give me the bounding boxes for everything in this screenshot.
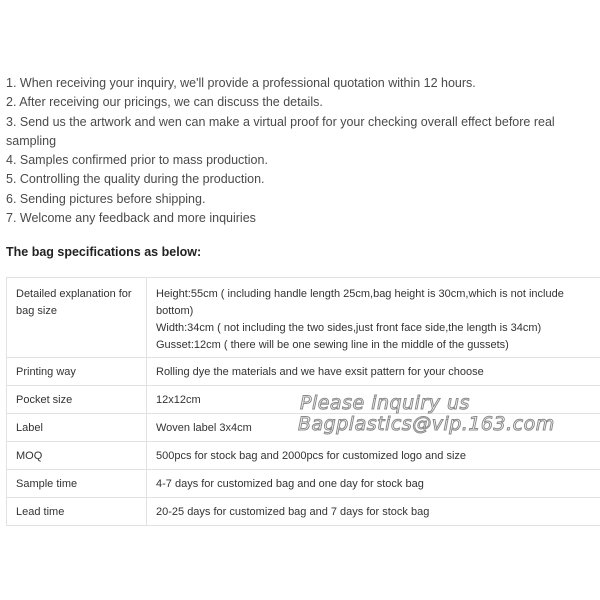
spec-value: 12x12cm [147,386,600,414]
spec-value: 20-25 days for customized bag and 7 days for stock bag [147,498,600,526]
size-line: Gusset:12cm ( there will be one sewing line in the middle of the gussets) [156,339,509,351]
size-line: Height:55cm ( including handle length 25cm,bag height is 30cm,which is not include bottom) [156,288,564,317]
spec-label: Detailed explanation for bag size [7,278,147,358]
step-item: 5. Controlling the quality during the production. [6,172,265,187]
spec-value: 4-7 days for customized bag and one day for stock bag [147,470,600,498]
table-row [7,358,600,386]
spec-value: 500pcs for stock bag and 2000pcs for customized logo and size [147,442,600,470]
spec-value: Rolling dye the materials and we have exsit pattern for your choose [147,358,600,386]
watermark-email: Bagplastics@vip.163.com [298,413,555,435]
spec-value [147,278,600,358]
step-item: 4. Samples confirmed prior to mass production. [6,153,268,168]
size-line: Width:34cm ( not including the two sides,just front face side,the length is 34cm) [156,322,542,334]
spec-label: Label [7,414,147,442]
step-item: 1. When receiving your inquiry, we'll provide a professional quotation within 12 hours. [6,76,476,90]
spec-label: MOQ [7,442,147,470]
step-item: 7. Welcome any feedback and more inquiries [6,211,256,226]
step-item: 3. Send us the artwork and wen can make a virtual proof for your checking overall effect before real sampling [6,114,555,148]
table-row [7,278,600,358]
spec-value: Woven label 3x4cm [147,414,600,442]
spec-label: Sample time [7,470,147,498]
step-item: 6. Sending pictures before shipping. [6,191,206,206]
steps-list [6,74,594,228]
step-item: 2. After receiving our pricings, we can discuss the details. [6,95,323,110]
table-row [7,442,600,470]
spec-label: Pocket size [7,386,147,414]
spec-label: Lead time [7,498,147,526]
table-row [7,470,600,498]
watermark-inquiry: Please inquiry us [300,392,470,414]
spec-label: Printing way [7,358,147,386]
spec-heading: The bag specifications as below: [6,245,202,259]
table-row [7,498,600,526]
